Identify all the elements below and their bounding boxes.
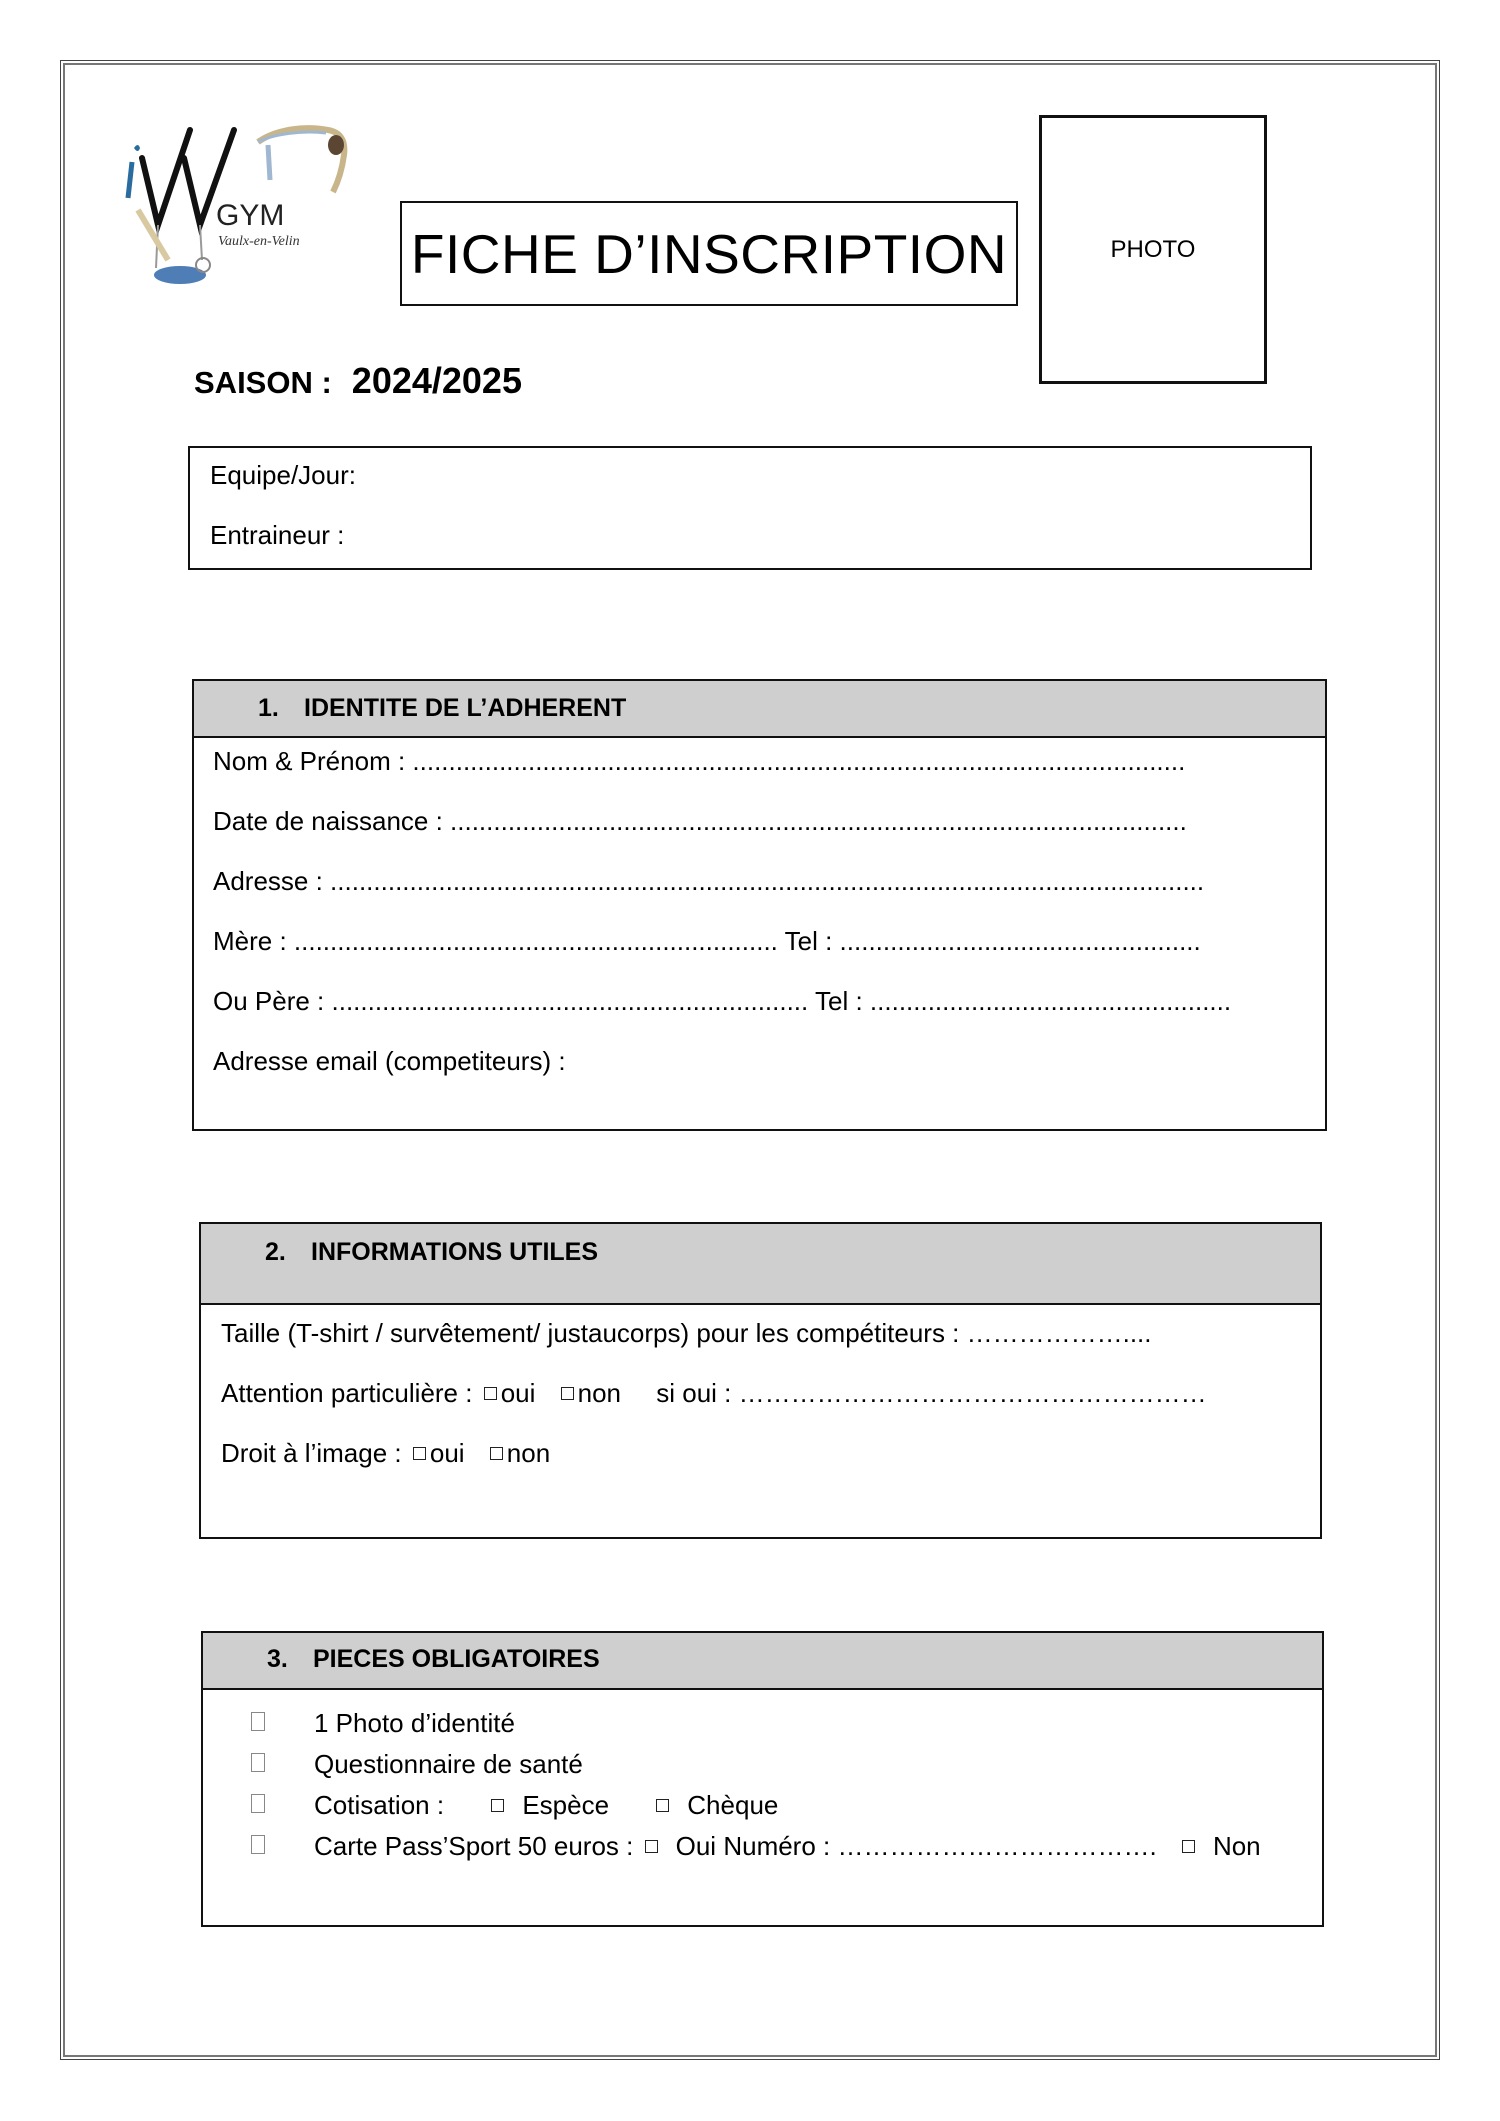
team-box [188, 446, 1312, 570]
passsport-non-checkbox[interactable] [1182, 1840, 1195, 1853]
svg-text:GYM: GYM [216, 199, 285, 232]
passsport-row: Carte Pass’Sport 50 euros : Oui Numéro : ………………………………. Non [314, 1831, 1261, 1861]
section-identite [192, 679, 1327, 1131]
form-title-text: FICHE D’INSCRIPTION [410, 222, 1008, 285]
section-pieces [201, 1631, 1324, 1927]
section-identite-header [194, 681, 1325, 738]
mere-tel-field[interactable]: Mère : ................................................................... Tel : .................................................. [213, 926, 1201, 956]
espece-checkbox[interactable] [491, 1799, 504, 1812]
section-informations [199, 1222, 1322, 1539]
droit-image-row: Droit à l’image : oui non [221, 1438, 551, 1468]
season-label: SAISON : [194, 365, 332, 400]
equipe-field[interactable]: Equipe/Jour: [210, 460, 356, 490]
form-title [400, 201, 1018, 306]
attention-oui-checkbox[interactable] [484, 1387, 497, 1400]
cotisation-checkbox[interactable] [251, 1794, 265, 1813]
photo-identite-checkbox[interactable] [251, 1712, 265, 1731]
droit-non-checkbox[interactable] [490, 1447, 503, 1460]
club-logo [118, 100, 368, 290]
gymnast-logo-icon [118, 100, 368, 290]
questionnaire-item: Questionnaire de santé [314, 1749, 583, 1779]
attention-non-checkbox[interactable] [561, 1387, 574, 1400]
si-oui-field[interactable]: si oui : ……………………………………………… [656, 1378, 1207, 1408]
photo-identite-item: 1 Photo d’identité [314, 1708, 515, 1738]
passsport-checkbox[interactable] [251, 1835, 265, 1854]
season-value: 2024/2025 [351, 360, 522, 401]
attention-label: Attention particulière : [221, 1378, 473, 1408]
section-informations-header [201, 1224, 1320, 1305]
cotisation-row: Cotisation : Espèce Chèque [314, 1790, 779, 1820]
nom-prenom-field[interactable]: Nom & Prénom : ........................................................................................................... [213, 746, 1186, 776]
passsport-numero-field[interactable]: Numéro : ………………………………. [723, 1831, 1157, 1861]
adresse-field[interactable]: Adresse : ......................................................................................................................... [213, 866, 1205, 896]
svg-text:Vaulx-en-Velin: Vaulx-en-Velin [218, 234, 300, 249]
season-line [194, 360, 522, 402]
section-pieces-header [203, 1633, 1322, 1690]
questionnaire-checkbox[interactable] [251, 1753, 265, 1772]
photo-placeholder[interactable] [1039, 115, 1267, 384]
taille-field[interactable]: Taille (T-shirt / survêtement/ justaucorps) pour les compétiteurs : ……………….... [221, 1318, 1152, 1348]
droit-oui-checkbox[interactable] [413, 1447, 426, 1460]
attention-row: Attention particulière : oui non si oui : ……………………………………………… [221, 1378, 1207, 1408]
cheque-checkbox[interactable] [656, 1799, 669, 1812]
droit-image-label: Droit à l’image : [221, 1438, 402, 1468]
email-field[interactable]: Adresse email (competiteurs) : [213, 1046, 566, 1076]
photo-label: PHOTO [1110, 235, 1196, 263]
passsport-oui-checkbox[interactable] [645, 1840, 658, 1853]
entraineur-field[interactable]: Entraineur : [210, 520, 345, 550]
section-identite-title: 1. IDENTITE DE L’ADHERENT [258, 694, 627, 722]
date-naissance-field[interactable]: Date de naissance : ...................................................................................................... [213, 806, 1187, 836]
section-pieces-title: 3. PIECES OBLIGATOIRES [267, 1645, 600, 1673]
section-informations-title: 2. INFORMATIONS UTILES [265, 1238, 599, 1266]
pere-tel-field[interactable]: Ou Père : .................................................................. Tel : .................................................. [213, 986, 1232, 1016]
